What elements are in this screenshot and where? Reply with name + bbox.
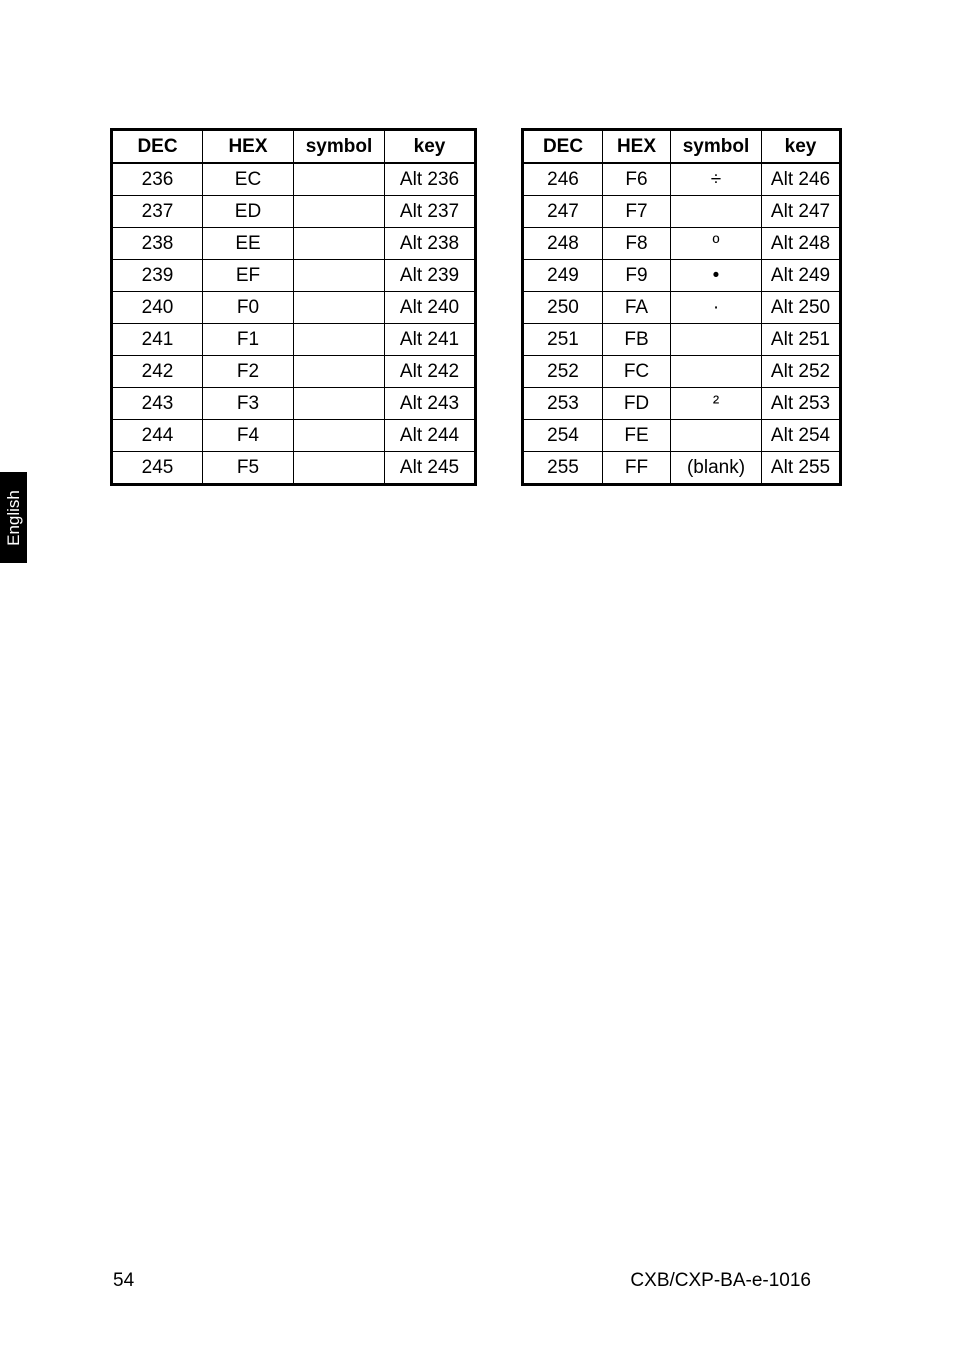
table-row bbox=[112, 356, 476, 388]
hex-cell: EF bbox=[203, 260, 294, 292]
dec-cell: 236 bbox=[112, 163, 203, 196]
table-row bbox=[523, 356, 841, 388]
hex-cell: F3 bbox=[203, 388, 294, 420]
dec-cell: 238 bbox=[112, 228, 203, 260]
key-cell: Alt 242 bbox=[385, 356, 476, 388]
hex-cell: FA bbox=[603, 292, 671, 324]
symbol-cell: ÷ bbox=[671, 163, 762, 196]
header-symbol: symbol bbox=[671, 130, 762, 164]
key-cell: Alt 248 bbox=[762, 228, 841, 260]
hex-cell: F1 bbox=[203, 324, 294, 356]
symbol-cell bbox=[294, 196, 385, 228]
dec-cell: 239 bbox=[112, 260, 203, 292]
symbol-cell: • bbox=[671, 260, 762, 292]
symbol-cell bbox=[294, 420, 385, 452]
hex-cell: FF bbox=[603, 452, 671, 485]
key-cell: Alt 255 bbox=[762, 452, 841, 485]
hex-cell: EC bbox=[203, 163, 294, 196]
table-row bbox=[523, 388, 841, 420]
header-symbol: symbol bbox=[294, 130, 385, 164]
key-cell: Alt 238 bbox=[385, 228, 476, 260]
table-row bbox=[112, 228, 476, 260]
dec-cell: 241 bbox=[112, 324, 203, 356]
language-tab bbox=[0, 472, 27, 563]
table-row bbox=[523, 324, 841, 356]
table-row bbox=[523, 292, 841, 324]
symbol-cell: ² bbox=[671, 388, 762, 420]
key-cell: Alt 244 bbox=[385, 420, 476, 452]
table-row bbox=[112, 292, 476, 324]
key-cell: Alt 251 bbox=[762, 324, 841, 356]
dec-cell: 254 bbox=[523, 420, 603, 452]
hex-cell: F0 bbox=[203, 292, 294, 324]
ascii-table-left bbox=[110, 128, 477, 486]
key-cell: Alt 250 bbox=[762, 292, 841, 324]
symbol-cell: º bbox=[671, 228, 762, 260]
key-cell: Alt 252 bbox=[762, 356, 841, 388]
document-id: CXB/CXP-BA-e-1016 bbox=[630, 1270, 811, 1291]
dec-cell: 247 bbox=[523, 196, 603, 228]
symbol-cell bbox=[671, 356, 762, 388]
key-cell: Alt 245 bbox=[385, 452, 476, 485]
hex-cell: F4 bbox=[203, 420, 294, 452]
symbol-cell bbox=[294, 324, 385, 356]
symbol-cell bbox=[294, 292, 385, 324]
table-header-row bbox=[523, 130, 841, 164]
header-hex: HEX bbox=[603, 130, 671, 164]
table-row bbox=[523, 420, 841, 452]
key-cell: Alt 241 bbox=[385, 324, 476, 356]
hex-cell: F2 bbox=[203, 356, 294, 388]
hex-cell: F7 bbox=[603, 196, 671, 228]
symbol-cell bbox=[294, 163, 385, 196]
ascii-table-right bbox=[521, 128, 842, 486]
dec-cell: 237 bbox=[112, 196, 203, 228]
symbol-cell: · bbox=[671, 292, 762, 324]
key-cell: Alt 249 bbox=[762, 260, 841, 292]
table-row bbox=[523, 260, 841, 292]
table-row bbox=[112, 452, 476, 485]
symbol-cell bbox=[671, 420, 762, 452]
symbol-cell bbox=[671, 324, 762, 356]
dec-cell: 245 bbox=[112, 452, 203, 485]
dec-cell: 249 bbox=[523, 260, 603, 292]
dec-cell: 243 bbox=[112, 388, 203, 420]
hex-cell: ED bbox=[203, 196, 294, 228]
dec-cell: 248 bbox=[523, 228, 603, 260]
table-row bbox=[523, 196, 841, 228]
dec-cell: 242 bbox=[112, 356, 203, 388]
key-cell: Alt 240 bbox=[385, 292, 476, 324]
key-cell: Alt 254 bbox=[762, 420, 841, 452]
dec-cell: 252 bbox=[523, 356, 603, 388]
hex-cell: FD bbox=[603, 388, 671, 420]
dec-cell: 253 bbox=[523, 388, 603, 420]
dec-cell: 251 bbox=[523, 324, 603, 356]
hex-cell: F6 bbox=[603, 163, 671, 196]
table-row bbox=[112, 196, 476, 228]
key-cell: Alt 236 bbox=[385, 163, 476, 196]
key-cell: Alt 246 bbox=[762, 163, 841, 196]
dec-cell: 244 bbox=[112, 420, 203, 452]
header-key: key bbox=[385, 130, 476, 164]
dec-cell: 246 bbox=[523, 163, 603, 196]
hex-cell: FE bbox=[603, 420, 671, 452]
hex-cell: F5 bbox=[203, 452, 294, 485]
key-cell: Alt 239 bbox=[385, 260, 476, 292]
key-cell: Alt 253 bbox=[762, 388, 841, 420]
symbol-cell bbox=[294, 452, 385, 485]
hex-cell: FC bbox=[603, 356, 671, 388]
table-row bbox=[112, 420, 476, 452]
dec-cell: 250 bbox=[523, 292, 603, 324]
symbol-cell bbox=[294, 260, 385, 292]
header-key: key bbox=[762, 130, 841, 164]
table-row bbox=[523, 452, 841, 485]
header-hex: HEX bbox=[203, 130, 294, 164]
table-row bbox=[112, 163, 476, 196]
key-cell: Alt 247 bbox=[762, 196, 841, 228]
table-row bbox=[523, 163, 841, 196]
dec-cell: 255 bbox=[523, 452, 603, 485]
page-number: 54 bbox=[113, 1270, 135, 1291]
dec-cell: 240 bbox=[112, 292, 203, 324]
symbol-cell: (blank) bbox=[671, 452, 762, 485]
table-row bbox=[523, 228, 841, 260]
hex-cell: F8 bbox=[603, 228, 671, 260]
header-dec: DEC bbox=[112, 130, 203, 164]
table-header-row bbox=[112, 130, 476, 164]
table-row bbox=[112, 388, 476, 420]
key-cell: Alt 237 bbox=[385, 196, 476, 228]
symbol-cell bbox=[671, 196, 762, 228]
hex-cell: FB bbox=[603, 324, 671, 356]
hex-cell: F9 bbox=[603, 260, 671, 292]
language-tab-label: English bbox=[3, 489, 23, 546]
header-dec: DEC bbox=[523, 130, 603, 164]
hex-cell: EE bbox=[203, 228, 294, 260]
key-cell: Alt 243 bbox=[385, 388, 476, 420]
symbol-cell bbox=[294, 228, 385, 260]
symbol-cell bbox=[294, 388, 385, 420]
table-row bbox=[112, 324, 476, 356]
symbol-cell bbox=[294, 356, 385, 388]
table-row bbox=[112, 260, 476, 292]
